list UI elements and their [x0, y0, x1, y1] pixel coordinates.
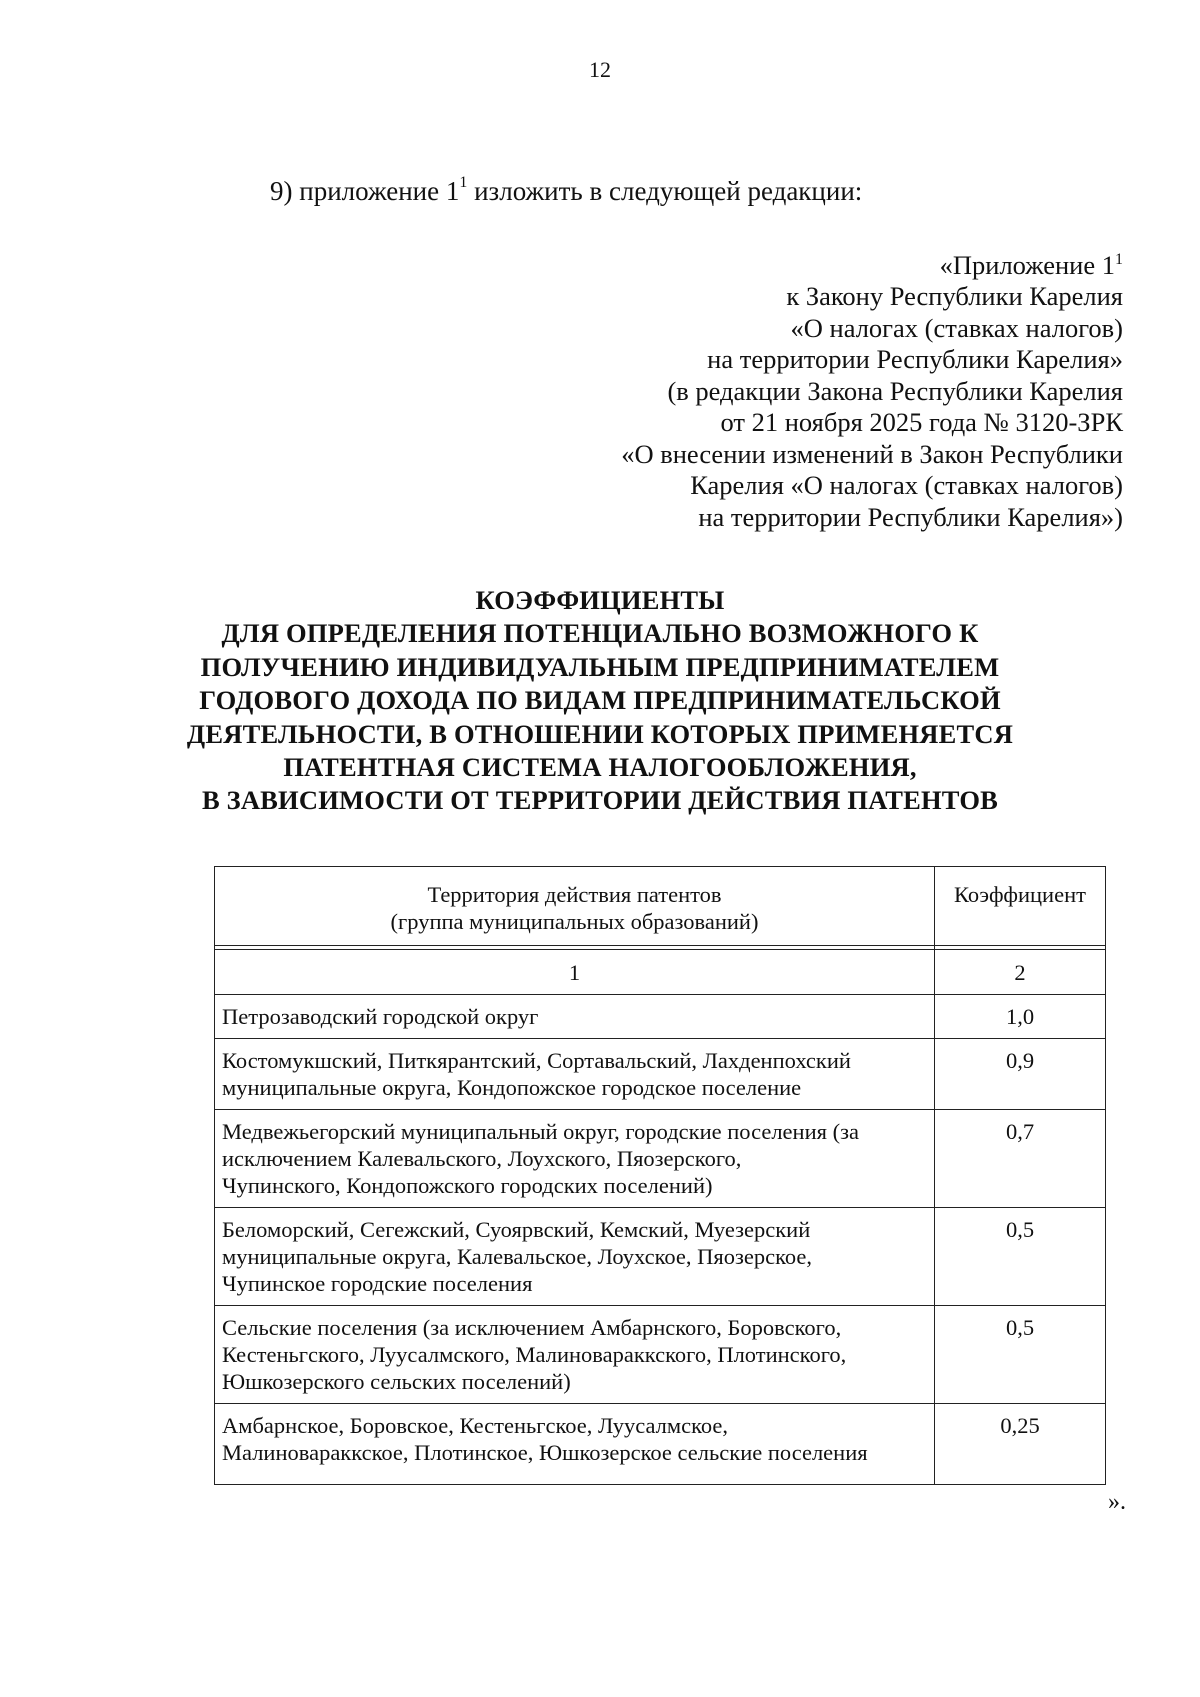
table-row	[215, 1306, 1106, 1404]
appendix-line: от 21 ноября 2025 года № 3120-ЗРК	[720, 407, 1123, 438]
heading-line: КОЭФФИЦИЕНТЫ	[475, 585, 725, 615]
intro-text-before: 9) приложение 1	[270, 176, 460, 206]
heading-line: ДЛЯ ОПРЕДЕЛЕНИЯ ПОТЕНЦИАЛЬНО ВОЗМОЖНОГО К	[221, 618, 979, 649]
territory-line: исключением Калевальского, Лоухского, Пяозерского,	[222, 1146, 742, 1171]
table-header-row	[215, 867, 1106, 946]
territory-line: Чупинское городские поселения	[222, 1271, 533, 1296]
territory-cell	[215, 1208, 935, 1306]
coefficient-cell: 0,9	[935, 1039, 1106, 1110]
territory-cell	[215, 1039, 935, 1110]
table-row	[215, 1404, 1106, 1485]
appendix-line: на территории Республики Карелия»	[707, 344, 1123, 375]
closing-quote-mark: ».	[1108, 1489, 1126, 1515]
amendment-intro	[270, 176, 862, 207]
territory-line: Беломорский, Сегежский, Суоярвский, Кемский, Муезерский	[222, 1217, 811, 1242]
territory-line: Петрозаводский городской округ	[222, 1004, 539, 1029]
territory-line: Сельские поселения (за исключением Амбарнского, Боровского,	[222, 1315, 842, 1340]
coefficients-table	[214, 866, 1106, 1485]
coefficient-cell: 0,5	[935, 1306, 1106, 1404]
territory-cell	[215, 995, 935, 1039]
appendix-line: Карелия «О налогах (ставках налогов)	[690, 470, 1123, 501]
appendix-line	[621, 244, 1123, 281]
territory-line: Медвежьегорский муниципальный округ, городские поселения (за	[222, 1119, 859, 1144]
appendix-line: на территории Республики Карелия»)	[698, 501, 1123, 532]
heading-line: ДЕЯТЕЛЬНОСТИ, В ОТНОШЕНИИ КОТОРЫХ ПРИМЕНЯЕТСЯ	[186, 718, 1014, 749]
table-row	[215, 995, 1106, 1039]
coefficient-cell: 0,7	[935, 1110, 1106, 1208]
header-territory-line1: Территория действия патентов	[427, 882, 722, 907]
header-coefficient: Коэффициент	[935, 867, 1106, 946]
appendix-title: «Приложение 1	[939, 249, 1115, 280]
heading-line: ПАТЕНТНАЯ СИСТЕМА НАЛОГООБЛОЖЕНИЯ,	[283, 752, 917, 783]
coefficient-cell: 0,25	[935, 1404, 1106, 1485]
territory-line: Малиновараккское, Плотинское, Юшкозерское сельские поселения	[222, 1440, 868, 1465]
table-row	[215, 1039, 1106, 1110]
document-heading	[0, 584, 1200, 818]
page-number: 12	[589, 57, 611, 82]
appendix-line: «О налогах (ставках налогов)	[790, 312, 1123, 343]
territory-line: муниципальные округа, Кондопожское городское поселение	[222, 1075, 802, 1100]
appendix-line: к Закону Республики Карелия	[786, 281, 1123, 312]
coefficient-cell: 1,0	[935, 995, 1106, 1039]
territory-cell	[215, 1306, 935, 1404]
territory-line: Чупинского, Кондопожского городских поселений)	[222, 1173, 713, 1198]
column-number-1: 1	[215, 950, 935, 995]
appendix-line: «О внесении изменений в Закон Республики	[621, 438, 1123, 469]
territory-line: Амбарнское, Боровское, Кестеньгское, Луусалмское,	[222, 1413, 729, 1438]
appendix-line: (в редакции Закона Республики Карелия	[667, 375, 1123, 406]
column-number-row	[215, 950, 1106, 995]
heading-line: ГОДОВОГО ДОХОДА ПО ВИДАМ ПРЕДПРИНИМАТЕЛЬСКОЙ	[199, 685, 1001, 716]
territory-line: муниципальные округа, Калевальское, Лоухское, Пяозерское,	[222, 1244, 812, 1269]
coefficient-cell: 0,5	[935, 1208, 1106, 1306]
header-territory-line2: (группа муниципальных образований)	[390, 909, 759, 934]
territory-line: Юшкозерского сельских поселений)	[222, 1369, 571, 1394]
table-row	[215, 1110, 1106, 1208]
header-territory	[215, 867, 935, 946]
territory-line: Костомукшский, Питкярантский, Сортавальский, Лахденпохский	[222, 1048, 851, 1073]
territory-cell	[215, 1110, 935, 1208]
territory-cell	[215, 1404, 935, 1485]
appendix-header	[621, 244, 1123, 533]
table-row	[215, 1208, 1106, 1306]
appendix-superscript: 1	[1115, 251, 1123, 268]
territory-line: Кестеньгского, Луусалмского, Малиновараккского, Плотинского,	[222, 1342, 847, 1367]
column-number-2: 2	[935, 950, 1106, 995]
intro-text-after: изложить в следующей редакции:	[467, 176, 863, 206]
heading-line: ПОЛУЧЕНИЮ ИНДИВИДУАЛЬНЫМ ПРЕДПРИНИМАТЕЛЕМ	[200, 651, 1000, 682]
heading-line: В ЗАВИСИМОСТИ ОТ ТЕРРИТОРИИ ДЕЙСТВИЯ ПАТЕНТОВ	[201, 785, 999, 816]
intro-superscript: 1	[459, 174, 468, 191]
